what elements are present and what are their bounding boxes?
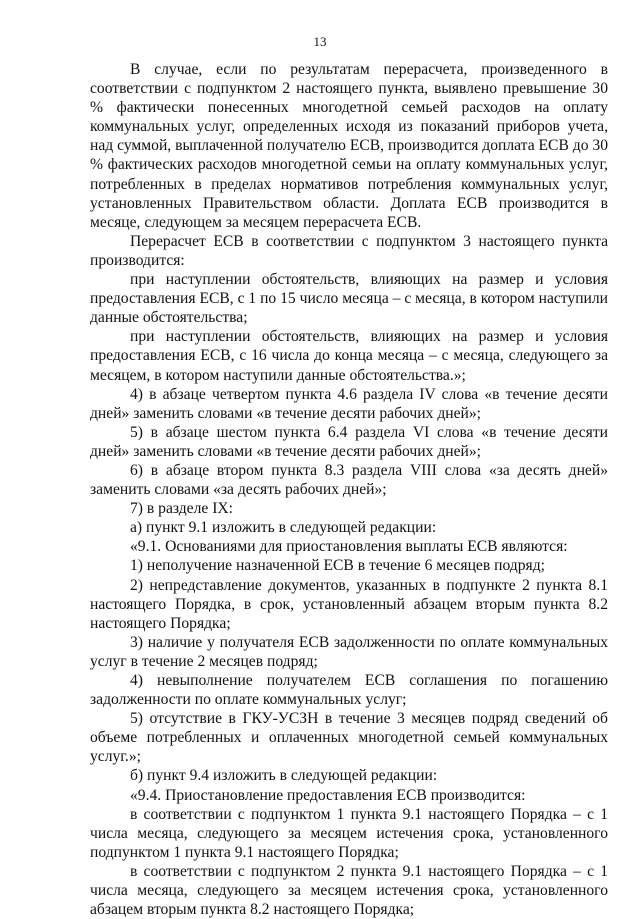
paragraph: В случае, если по результатам перерасчета, произведенного в соответствии с подпунктом 2 настоящего пункта, выявлено превышение 30 % фактически понесенных многодетной семьей расходов на оплату коммунальных услуг, определенных исходя из показаний приборов учета, над суммой, выплаченной получателю ЕСВ, производится доплата ЕСВ до 30 % фактических расходов многодетной семьи на оплату коммунальных услуг, потребленных в пределах нормативов потребления коммунальных услуг, установленных Правительством области. Доплата ЕСВ производится в месяце, следующем за месяцем перерасчета ЕСВ. xyxy=(90,61,608,231)
paragraph: а) пункт 9.1 изложить в следующей редакции: xyxy=(130,519,437,537)
paragraph: 1) неполучение назначенной ЕСВ в течение 6 месяцев подряд; xyxy=(130,557,545,575)
paragraph: при наступлении обстоятельств, влияющих на размер и условия предоставления ЕСВ, с 1 по 15 число месяца – с месяца, в котором наступили данные обстоятельства; xyxy=(90,271,609,327)
paragraph: при наступлении обстоятельств, влияющих на размер и условия предоставления ЕСВ, с 16 числа до конца месяца – с месяца, следующего за месяцем, в котором наступили данные обстоятельства.»; xyxy=(90,328,608,384)
paragraph: «9.4. Приостановление предоставления ЕСВ производится: xyxy=(130,786,526,804)
paragraph: 6) в абзаце втором пункта 8.3 раздела VIII слова «за десять дней» заменить словами «за десять рабочих дней»; xyxy=(90,461,608,499)
paragraph: в соответствии с подпунктом 2 пункта 9.1 настоящего Порядка – с 1 числа месяца, следующего за месяцем истечения срока, установленного абзацем вторым пункта 8.2 настоящего Порядка; xyxy=(90,862,608,919)
paragraph: Перерасчет ЕСВ в соответствии с подпунктом 3 настоящего пункта производится: xyxy=(90,232,608,269)
paragraph: 4) невыполнение получателем ЕСВ соглашения по погашению задолженности по оплате коммунальных услуг; xyxy=(90,672,608,709)
paragraph: 4) в абзаце четвертом пункта 4.6 раздела IV слова «в течение десяти дней» заменить словами «в течение десяти рабочих дней»; xyxy=(90,385,608,422)
paragraph: в соответствии с подпунктом 1 пункта 9.1 настоящего Порядка – с 1 числа месяца, следующего за месяцем истечения срока, установленного подпунктом 1 пункта 9.1 настоящего Порядка; xyxy=(90,805,608,861)
paragraph: 2) непредставление документов, указанных в подпункте 2 пункта 8.1 настоящего Порядка, в срок, установленный абзацем вторым пункта 8.2 настоящего Порядка; xyxy=(90,576,608,632)
paragraph: 5) отсутствие в ГКУ-УСЗН в течение 3 месяцев подряд сведений об объеме потребленных и оплаченных многодетной семьей коммунальных услуг.»; xyxy=(90,710,608,766)
paragraph: 7) в разделе IX: xyxy=(130,500,233,518)
page-number: 13 xyxy=(313,34,327,49)
paragraph: «9.1. Основаниями для приостановления выплаты ЕСВ являются: xyxy=(130,538,568,556)
document-body xyxy=(90,60,608,919)
paragraph: 5) в абзаце шестом пункта 6.4 раздела VI слова «в течение десяти дней» заменить словами «в течение десяти рабочих дней»; xyxy=(90,423,608,460)
paragraph: 3) наличие у получателя ЕСВ задолженности по оплате коммунальных услуг в течение 2 месяцев подряд; xyxy=(90,633,608,670)
paragraph: б) пункт 9.4 изложить в следующей редакции: xyxy=(130,767,438,785)
